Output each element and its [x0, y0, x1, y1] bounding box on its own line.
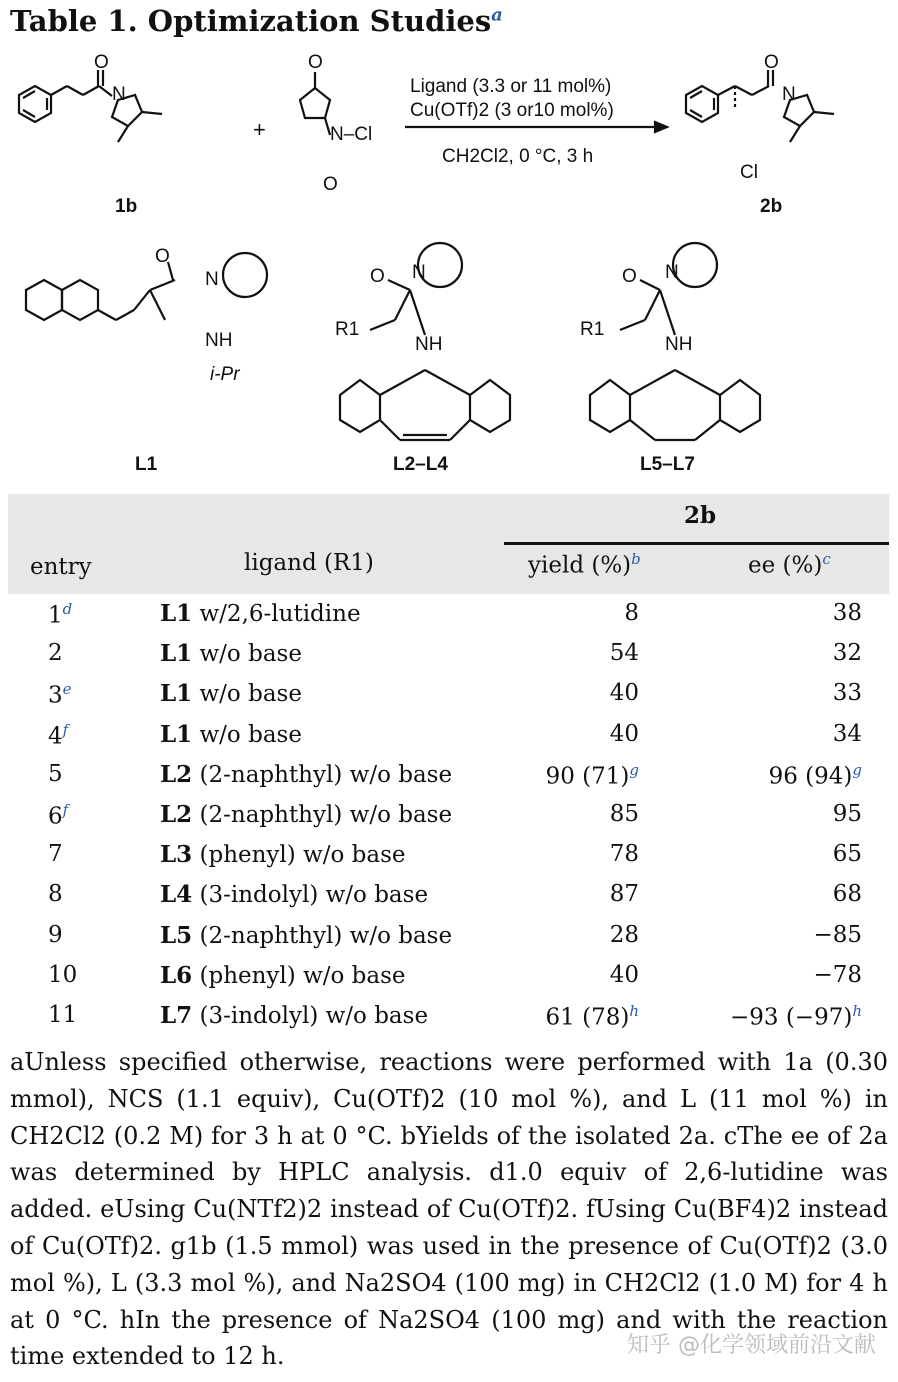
- svg-text:O: O: [764, 52, 779, 73]
- table-title: Table 1. Optimization Studies$^a$: [10, 4, 503, 38]
- table-row: [8, 875, 889, 915]
- svg-text:N: N: [782, 84, 796, 105]
- cell-yield: 61 (78)$^h$: [545, 1002, 639, 1031]
- svg-text:O: O: [94, 52, 109, 73]
- cell-entry: 6$^f$: [48, 801, 69, 830]
- cell-ligand: L1 w/o base: [160, 680, 302, 708]
- table-row: [8, 594, 889, 634]
- table-row: [8, 795, 889, 835]
- cell-ligand: L4 (3-indolyl) w/o base: [160, 881, 429, 909]
- cell-entry: 9: [48, 921, 63, 948]
- cell-yield: 54: [609, 640, 639, 667]
- cell-yield: 87: [609, 881, 639, 908]
- col-yield: yield (%)$^b$: [528, 550, 641, 579]
- cell-ee: 96 (94)$^g$: [768, 760, 862, 790]
- cell-entry: 11: [48, 1002, 78, 1028]
- cell-entry: 3e: [48, 680, 72, 710]
- table-row: [8, 956, 889, 996]
- svg-text:NH: NH: [665, 334, 693, 355]
- col-entry: entry: [30, 554, 92, 580]
- cell-entry: 7: [48, 841, 63, 868]
- table-row: [8, 674, 889, 714]
- label-1b: 1b: [115, 196, 138, 217]
- cell-ee: −78: [813, 961, 862, 988]
- svg-text:O: O: [370, 266, 385, 287]
- cell-yield: 40: [609, 961, 639, 988]
- cell-ligand: L1 w/o base: [160, 720, 302, 748]
- cell-entry: 1$^d$: [48, 600, 73, 629]
- svg-text:O: O: [155, 246, 170, 267]
- cell-entry: 10: [48, 961, 78, 988]
- cell-ee: 95: [832, 801, 862, 827]
- svg-text:N: N: [412, 262, 426, 283]
- label-l2-l4: L2–L4: [393, 454, 448, 475]
- cell-ee: 68: [832, 881, 862, 908]
- col-ee: ee (%)$^c$: [748, 550, 831, 579]
- table-header: [8, 494, 889, 594]
- cell-ee: −85: [813, 921, 862, 948]
- cell-yield: 40: [609, 680, 639, 707]
- cell-ee: 34: [832, 720, 862, 747]
- col-ligand: ligand (R1): [244, 550, 374, 576]
- cell-ligand: L6 (phenyl) w/o base: [160, 961, 406, 989]
- cell-ee: 65: [832, 841, 862, 868]
- svg-text:NH: NH: [205, 330, 233, 351]
- condition-1: Ligand (3.3 or 11 mol%): [410, 76, 612, 97]
- watermark: 知乎 @化学领域前沿文献: [627, 1333, 876, 1358]
- header-rule: [504, 542, 889, 545]
- cell-entry: 2: [48, 640, 63, 667]
- svg-text:i-Pr: i-Pr: [210, 364, 240, 385]
- reaction-scheme: [0, 50, 898, 480]
- table-row: [8, 996, 889, 1036]
- table-row: [8, 916, 889, 956]
- svg-text:R1: R1: [335, 319, 360, 340]
- cell-entry: 5: [48, 760, 63, 787]
- cell-ligand: L7 (3-indolyl) w/o base: [160, 1002, 429, 1029]
- cell-ee: 32: [832, 640, 862, 667]
- svg-text:O: O: [622, 266, 637, 287]
- table-row: [8, 835, 889, 875]
- cell-yield: 28: [609, 921, 639, 948]
- cell-yield: 85: [609, 801, 639, 827]
- svg-text:R1: R1: [580, 319, 605, 340]
- svg-text:N: N: [205, 269, 219, 290]
- cell-yield: 78: [609, 841, 639, 868]
- svg-text:Cl: Cl: [740, 162, 758, 183]
- results-table: [8, 494, 889, 1031]
- label-l5-l7: L5–L7: [640, 454, 695, 475]
- cell-ligand: L2 (2-naphthyl) w/o base: [160, 760, 453, 788]
- footnotes: aUnless specified otherwise, reactions were performed with 1a (0.30 mmol), NCS (1.1 equiv), Cu(OTf)2 (10 mol %), and L (11 mol %) in CH2Cl2 (0.2 M) for 3 h at 0 °C. bYields of the isolated 2a. cThe ee of 2a was determined by HPLC analysis. d1.0 equiv of 2,6-lutidine was added. eUsing Cu(NTf2)2 instead of Cu(OTf)2. fUsing Cu(BF4)2 instead of Cu(OTf)2. g1b (1.5 mmol) was used in the presence of Cu(OTf)2 (3.0 mol %), L (3.3 mol %), and Na2SO4 (100 mg) in CH2Cl2 (1.0 M) for 4 h at 0 °C. hIn the presence of Na2SO4 (100 mg) and with the reaction time extended to 12 h.: [10, 1048, 888, 1371]
- condition-3: CH2Cl2, 0 °C, 3 h: [442, 146, 594, 167]
- condition-2: Cu(OTf)2 (3 or10 mol%): [410, 100, 614, 121]
- label-2b: 2b: [760, 196, 783, 217]
- cell-entry: 8: [48, 881, 63, 908]
- cell-ligand: L1 w/2,6-lutidine: [160, 600, 361, 627]
- svg-text:O: O: [308, 52, 323, 73]
- table-row: [8, 755, 889, 795]
- table-row: [8, 634, 889, 674]
- cell-yield: 90 (71)$^g$: [545, 760, 639, 790]
- cell-ee: 38: [832, 600, 862, 626]
- svg-text:+: +: [253, 117, 266, 142]
- cell-ee: 33: [832, 680, 862, 707]
- cell-ligand: L1 w/o base: [160, 640, 302, 668]
- svg-text:N–Cl: N–Cl: [330, 124, 373, 145]
- cell-ligand: L5 (2-naphthyl) w/o base: [160, 921, 453, 949]
- cell-yield: 40: [609, 720, 639, 747]
- cell-entry: 4$^f$: [48, 720, 69, 750]
- n-label: N: [112, 84, 126, 105]
- cell-ligand: L3 (phenyl) w/o base: [160, 841, 406, 869]
- group-header: 2b: [684, 502, 717, 529]
- cell-ligand: L2 (2-naphthyl) w/o base: [160, 801, 453, 828]
- svg-text:N: N: [665, 262, 679, 283]
- label-l1: L1: [135, 454, 158, 475]
- cell-yield: 8: [624, 600, 639, 626]
- svg-text:NH: NH: [415, 334, 443, 355]
- table-row: [8, 715, 889, 755]
- cell-ee: −93 (−97)$^h$: [729, 1002, 862, 1031]
- svg-text:O: O: [323, 174, 338, 195]
